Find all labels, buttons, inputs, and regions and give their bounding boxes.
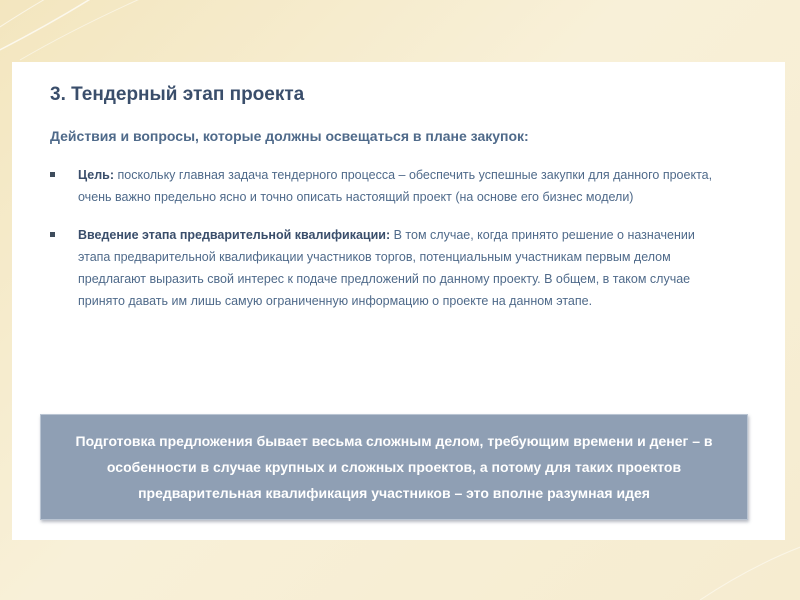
square-bullet-icon xyxy=(50,172,55,177)
bullet-text: В том случае, когда принято решение о назначении этапа предварительной квалификации участников торгов, потенциальным участникам первым делом предлагают выразить свой интерес к подаче предложений по данному проекту. В общем, в таком случае принято давать им лишь самую ограниченную информацию о проекте на данном этапе. xyxy=(78,228,695,308)
bullet-text: поскольку главная задача тендерного процесса – обеспечить успешные закупки для данного проекта, очень важно предельно ясно и точно описать настоящий проект (на основе его бизнес модели) xyxy=(78,168,713,204)
slide-title: 3. Тендерный этап проекта xyxy=(50,84,305,105)
slide-panel xyxy=(12,62,785,540)
slide-subtitle: Действия и вопросы, которые должны освещаться в плане закупок: xyxy=(50,128,529,144)
bullet-item-prequalification xyxy=(50,224,730,312)
bullet-lead: Введение этапа предварительной квалификации: xyxy=(78,228,391,242)
bullet-item-goal xyxy=(50,164,730,208)
bullet-lead: Цель: xyxy=(78,168,115,182)
bullet-list xyxy=(50,164,730,312)
callout-text: Подготовка предложения бывает весьма сложным делом, требующим времени и денег – в особенности в случае крупных и сложных проектов, а потому для таких проектов предварительная квалификация участников – это вполне разумная идея xyxy=(75,433,713,501)
callout-box xyxy=(40,414,748,520)
square-bullet-icon xyxy=(50,232,55,237)
